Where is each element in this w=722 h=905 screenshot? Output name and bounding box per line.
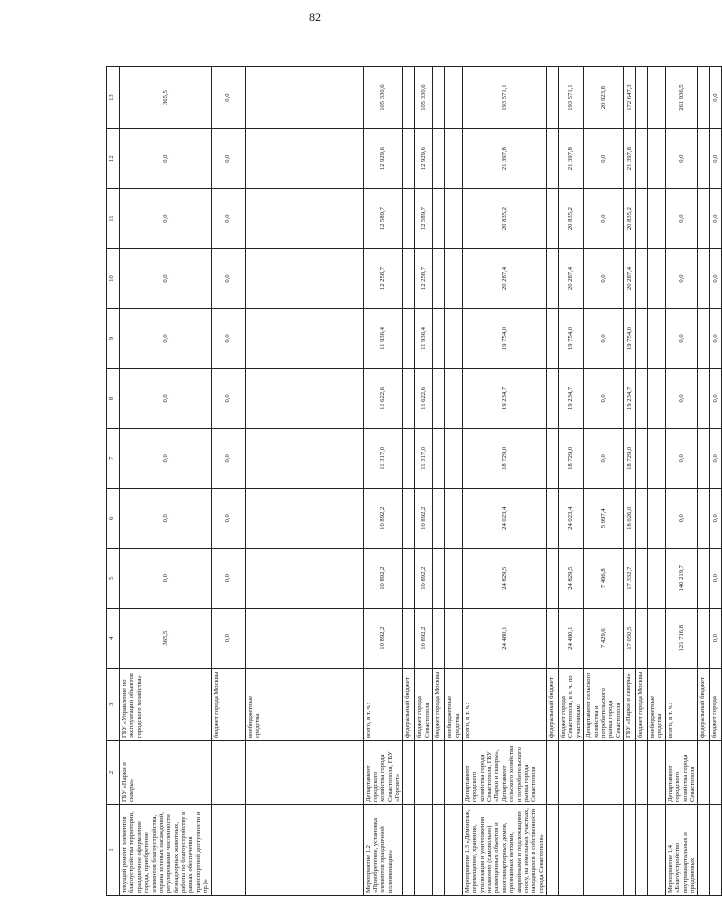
value-cell: 20 923,8 (584, 67, 624, 129)
table-row (433, 67, 445, 896)
value-cell (698, 189, 710, 249)
value-cell (648, 67, 666, 129)
column-header: 13 (107, 67, 120, 129)
value-cell (445, 488, 463, 548)
funding-source-cell: бюджет города (710, 668, 722, 740)
value-cell: 11 936,4 (363, 309, 403, 369)
value-cell: 7 496,8 (584, 548, 624, 608)
value-cell (636, 608, 648, 668)
value-cell (698, 548, 710, 608)
funding-source-cell: бюджет города Москвы (433, 668, 445, 740)
value-cell: 20 287,4 (624, 249, 636, 309)
value-cell (648, 249, 666, 309)
value-cell (547, 548, 559, 608)
value-cell (403, 488, 415, 548)
value-cell: 261 936,5 (665, 67, 698, 129)
activity-cell (433, 805, 445, 896)
value-cell: 11 317,0 (363, 428, 403, 488)
value-cell (636, 488, 648, 548)
funding-source-cell: всего, в т. ч.: (363, 668, 403, 740)
value-cell: 0,0 (211, 548, 245, 608)
value-cell (245, 189, 363, 249)
value-cell (648, 608, 666, 668)
value-cell (433, 309, 445, 369)
value-cell (636, 129, 648, 189)
activity-cell (245, 805, 363, 896)
executor-cell (415, 740, 433, 804)
value-cell (433, 249, 445, 309)
value-cell: 0,0 (584, 428, 624, 488)
value-cell (403, 129, 415, 189)
value-cell: 18 729,0 (462, 428, 546, 488)
value-cell: 19 754,0 (624, 309, 636, 369)
value-cell (245, 488, 363, 548)
value-cell: 12 929,6 (363, 129, 403, 189)
value-cell: 0,0 (120, 309, 212, 369)
value-cell: 7 429,6 (584, 608, 624, 668)
value-cell (698, 488, 710, 548)
value-cell: 0,0 (665, 488, 698, 548)
activity-cell (415, 805, 433, 896)
activity-cell (559, 805, 584, 896)
value-cell: 365,5 (120, 608, 212, 668)
value-cell: 24 829,5 (559, 548, 584, 608)
executor-cell (433, 740, 445, 804)
table-row (462, 67, 546, 896)
value-cell (245, 249, 363, 309)
value-cell (433, 67, 445, 129)
value-cell (245, 129, 363, 189)
value-cell (445, 548, 463, 608)
value-cell (648, 548, 666, 608)
table-row (547, 67, 559, 896)
value-cell: 172 647,3 (624, 67, 636, 129)
value-cell: 0,0 (211, 368, 245, 428)
executor-cell (445, 740, 463, 804)
activity-cell (445, 805, 463, 896)
value-cell: 0,0 (710, 189, 722, 249)
value-cell: 193 571,1 (559, 67, 584, 129)
funding-source-cell: бюджет города Севастополя (415, 668, 433, 740)
value-cell: 11 936,4 (415, 309, 433, 369)
value-cell (636, 548, 648, 608)
value-cell (403, 249, 415, 309)
executor-cell (547, 740, 559, 804)
value-cell (245, 608, 363, 668)
value-cell (445, 189, 463, 249)
value-cell (403, 309, 415, 369)
value-cell: 5 997,4 (584, 488, 624, 548)
value-cell: 0,0 (710, 129, 722, 189)
table-body (120, 67, 722, 896)
column-header: 5 (107, 548, 120, 608)
value-cell: 0,0 (665, 368, 698, 428)
rotated-table-container (106, 66, 720, 896)
table-row (710, 67, 722, 896)
value-cell (445, 67, 463, 129)
column-header: 12 (107, 129, 120, 189)
value-cell (648, 488, 666, 548)
table-row (636, 67, 648, 896)
value-cell (445, 368, 463, 428)
table-viewport (106, 66, 720, 896)
value-cell: 12 589,7 (415, 189, 433, 249)
table-row (211, 67, 245, 896)
value-cell (433, 608, 445, 668)
executor-cell (698, 740, 710, 804)
table-row (584, 67, 624, 896)
value-cell (648, 129, 666, 189)
value-cell (433, 488, 445, 548)
value-cell (547, 368, 559, 428)
table-row (363, 67, 403, 896)
executor-cell (624, 740, 636, 804)
table-row (245, 67, 363, 896)
value-cell (547, 249, 559, 309)
table-row (445, 67, 463, 896)
value-cell: 0,0 (584, 309, 624, 369)
table-row (559, 67, 584, 896)
executor-cell (559, 740, 584, 804)
value-cell: 20 835,2 (462, 189, 546, 249)
value-cell: 19 754,0 (462, 309, 546, 369)
value-cell: 19 234,7 (624, 368, 636, 428)
value-cell: 11 317,0 (415, 428, 433, 488)
value-cell: 21 397,8 (559, 129, 584, 189)
value-cell: 140 219,7 (665, 548, 698, 608)
value-cell: 12 589,7 (363, 189, 403, 249)
value-cell: 0,0 (665, 189, 698, 249)
column-header: 11 (107, 189, 120, 249)
value-cell: 365,5 (120, 67, 212, 129)
activity-cell: текущий ремонт элементов благоустройства территории, праздничное оформление города, приобретение элементов благоустройства, охрана зеленых насаждений, регулирование численности безнадзорных животных, работы по благоустройству в рамках обеспечения транспортной доступности и пр.)» (120, 805, 212, 896)
value-cell: 0,0 (211, 129, 245, 189)
value-cell: 0,0 (584, 189, 624, 249)
value-cell (245, 428, 363, 488)
table-row (624, 67, 636, 896)
executor-cell (245, 740, 363, 804)
page-number: 82 (309, 10, 321, 24)
funding-source-cell: бюджет города Москвы (636, 668, 648, 740)
column-header: 6 (107, 488, 120, 548)
executor-cell (710, 740, 722, 804)
value-cell (403, 428, 415, 488)
value-cell: 0,0 (120, 129, 212, 189)
funding-source-cell: ГБУ «Парки и скверы» (624, 668, 636, 740)
value-cell: 0,0 (710, 608, 722, 668)
value-cell: 0,0 (211, 309, 245, 369)
value-cell: 0,0 (120, 488, 212, 548)
column-header: 4 (107, 608, 120, 668)
value-cell (547, 67, 559, 129)
value-cell (403, 548, 415, 608)
column-header: 8 (107, 368, 120, 428)
table-row (665, 67, 698, 896)
value-cell (245, 67, 363, 129)
value-cell (648, 368, 666, 428)
value-cell: 0,0 (584, 129, 624, 189)
value-cell (403, 368, 415, 428)
value-cell: 0,0 (211, 428, 245, 488)
value-cell: 0,0 (120, 189, 212, 249)
value-cell (245, 548, 363, 608)
value-cell (698, 368, 710, 428)
value-cell (636, 249, 648, 309)
funding-source-cell: федеральный бюджет (698, 668, 710, 740)
funding-source-cell: ГБУ «Управление по эксплуатации объектов городского хозяйства» (120, 668, 212, 740)
value-cell: 0,0 (211, 608, 245, 668)
value-cell: 105 330,6 (415, 67, 433, 129)
value-cell (698, 249, 710, 309)
funding-source-cell: всего, в т. ч.: (665, 668, 698, 740)
value-cell: 19 754,0 (559, 309, 584, 369)
value-cell: 18 729,0 (624, 428, 636, 488)
value-cell: 12 258,7 (415, 249, 433, 309)
value-cell: 10 892,2 (415, 488, 433, 548)
value-cell: 24 023,4 (462, 488, 546, 548)
value-cell (433, 368, 445, 428)
funding-source-cell: бюджет города Севастополя, в т. ч. по участникам: (559, 668, 584, 740)
executor-cell: Департамент городского хозяйства города Севастополя, ГБУ «Горсвет» (363, 740, 403, 804)
value-cell (636, 428, 648, 488)
activity-cell (710, 805, 722, 896)
value-cell: 10 892,2 (363, 548, 403, 608)
column-header: 1 (107, 805, 120, 896)
executor-cell (584, 740, 624, 804)
table-row (403, 67, 415, 896)
activity-cell (624, 805, 636, 896)
value-cell (433, 129, 445, 189)
executor-cell: Департамент городского хозяйства города Севастополя (665, 740, 698, 804)
value-cell: 21 397,8 (624, 129, 636, 189)
value-cell (547, 129, 559, 189)
funding-source-cell: Департамент сельского хозяйства и потребительского рынка города Севастополя (584, 668, 624, 740)
activity-cell (403, 805, 415, 896)
value-cell (636, 67, 648, 129)
value-cell: 193 571,1 (462, 67, 546, 129)
activity-cell (547, 805, 559, 896)
column-header: 2 (107, 740, 120, 804)
value-cell: 0,0 (710, 309, 722, 369)
value-cell: 18 729,0 (559, 428, 584, 488)
value-cell: 0,0 (710, 428, 722, 488)
value-cell (698, 608, 710, 668)
value-cell (648, 428, 666, 488)
value-cell: 20 287,4 (559, 249, 584, 309)
budget-table (106, 66, 722, 896)
activity-cell: Мероприятие 1.2 «Приобретение, установка элементов праздничной иллюминации» (363, 805, 403, 896)
value-cell: 105 330,6 (363, 67, 403, 129)
value-cell: 0,0 (120, 428, 212, 488)
value-cell: 0,0 (665, 309, 698, 369)
value-cell: 0,0 (120, 548, 212, 608)
value-cell (547, 189, 559, 249)
value-cell (433, 548, 445, 608)
value-cell: 21 397,8 (462, 129, 546, 189)
value-cell: 121 716,8 (665, 608, 698, 668)
value-cell: 0,0 (211, 67, 245, 129)
value-cell: 0,0 (665, 428, 698, 488)
value-cell: 0,0 (211, 488, 245, 548)
activity-cell: Мероприятие 1.4 «Благоустройство внутриквартальных и придомовых (665, 805, 698, 896)
table-row (120, 67, 212, 896)
table-row (648, 67, 666, 896)
funding-source-cell: всего, в т. ч.: (462, 668, 546, 740)
value-cell (445, 309, 463, 369)
value-cell: 24 480,1 (462, 608, 546, 668)
value-cell: 0,0 (710, 368, 722, 428)
funding-source-cell: внебюджетные средства (648, 668, 666, 740)
executor-cell (403, 740, 415, 804)
value-cell: 12 929,6 (415, 129, 433, 189)
value-cell: 0,0 (665, 249, 698, 309)
column-header: 9 (107, 309, 120, 369)
value-cell (445, 249, 463, 309)
executor-cell (636, 740, 648, 804)
value-cell: 0,0 (710, 488, 722, 548)
activity-cell (584, 805, 624, 896)
value-cell (636, 189, 648, 249)
value-cell: 11 622,6 (415, 368, 433, 428)
value-cell (445, 608, 463, 668)
value-cell: 0,0 (665, 129, 698, 189)
column-header: 7 (107, 428, 120, 488)
value-cell (648, 309, 666, 369)
value-cell (433, 428, 445, 488)
value-cell (547, 428, 559, 488)
value-cell: 24 829,5 (462, 548, 546, 608)
value-cell: 0,0 (211, 189, 245, 249)
column-header: 10 (107, 249, 120, 309)
value-cell (403, 67, 415, 129)
value-cell (698, 129, 710, 189)
value-cell: 20 835,2 (559, 189, 584, 249)
activity-cell (211, 805, 245, 896)
value-cell: 18 026,0 (624, 488, 636, 548)
value-cell (433, 189, 445, 249)
column-header: 3 (107, 668, 120, 740)
value-cell: 20 287,4 (462, 249, 546, 309)
value-cell: 12 258,7 (363, 249, 403, 309)
value-cell: 20 835,2 (624, 189, 636, 249)
value-cell: 10 892,2 (363, 608, 403, 668)
table-row (415, 67, 433, 896)
value-cell (445, 129, 463, 189)
value-cell (547, 608, 559, 668)
value-cell: 10 892,2 (415, 548, 433, 608)
value-cell: 24 023,4 (559, 488, 584, 548)
activity-cell (648, 805, 666, 896)
funding-source-cell: внебюджетные средства (445, 668, 463, 740)
funding-source-cell: внебюджетные средства (245, 668, 363, 740)
value-cell: 0,0 (120, 368, 212, 428)
value-cell: 19 234,7 (559, 368, 584, 428)
value-cell: 10 892,2 (363, 488, 403, 548)
value-cell (547, 309, 559, 369)
value-cell (636, 368, 648, 428)
table-row (698, 67, 710, 896)
value-cell: 24 480,1 (559, 608, 584, 668)
funding-source-cell: федеральный бюджет (547, 668, 559, 740)
value-cell: 11 622,6 (363, 368, 403, 428)
value-cell: 0,0 (710, 249, 722, 309)
value-cell: 10 892,2 (415, 608, 433, 668)
value-cell: 17 332,7 (624, 548, 636, 608)
value-cell (698, 67, 710, 129)
value-cell (245, 368, 363, 428)
value-cell: 19 234,7 (462, 368, 546, 428)
value-cell (403, 189, 415, 249)
value-cell (245, 309, 363, 369)
funding-source-cell: федеральный бюджет (403, 668, 415, 740)
executor-cell: Департамент городского хозяйства города Севастополя, ГБУ «Парки и скверы», Департамент сельского хозяйства и потребительского рынка города Севастополя (462, 740, 546, 804)
executor-cell (211, 740, 245, 804)
value-cell: 0,0 (120, 249, 212, 309)
value-cell (547, 488, 559, 548)
executor-cell (648, 740, 666, 804)
value-cell (403, 608, 415, 668)
executor-cell: ГБУ «Парки и скверы» (120, 740, 212, 804)
value-cell: 0,0 (584, 249, 624, 309)
value-cell: 0,0 (211, 249, 245, 309)
funding-source-cell: бюджет города Москвы (211, 668, 245, 740)
activity-cell (636, 805, 648, 896)
activity-cell (698, 805, 710, 896)
value-cell (636, 309, 648, 369)
value-cell: 17 050,5 (624, 608, 636, 668)
value-cell: 0,0 (710, 548, 722, 608)
value-cell (698, 309, 710, 369)
value-cell (648, 189, 666, 249)
value-cell: 0,0 (584, 368, 624, 428)
value-cell (445, 428, 463, 488)
value-cell (698, 428, 710, 488)
value-cell: 0,0 (710, 67, 722, 129)
activity-cell: Мероприятие 1.3 «Демонтаж, перемещение, хранение, утилизация и уничтожения незаконно (самовольно) размещенных объектов и многоквартирных домов, признанных ветхими, аварийными и подлежащими сносу, на земельных участках, находящихся в собственности города Севастополя» (462, 805, 546, 896)
header-row (107, 67, 120, 896)
